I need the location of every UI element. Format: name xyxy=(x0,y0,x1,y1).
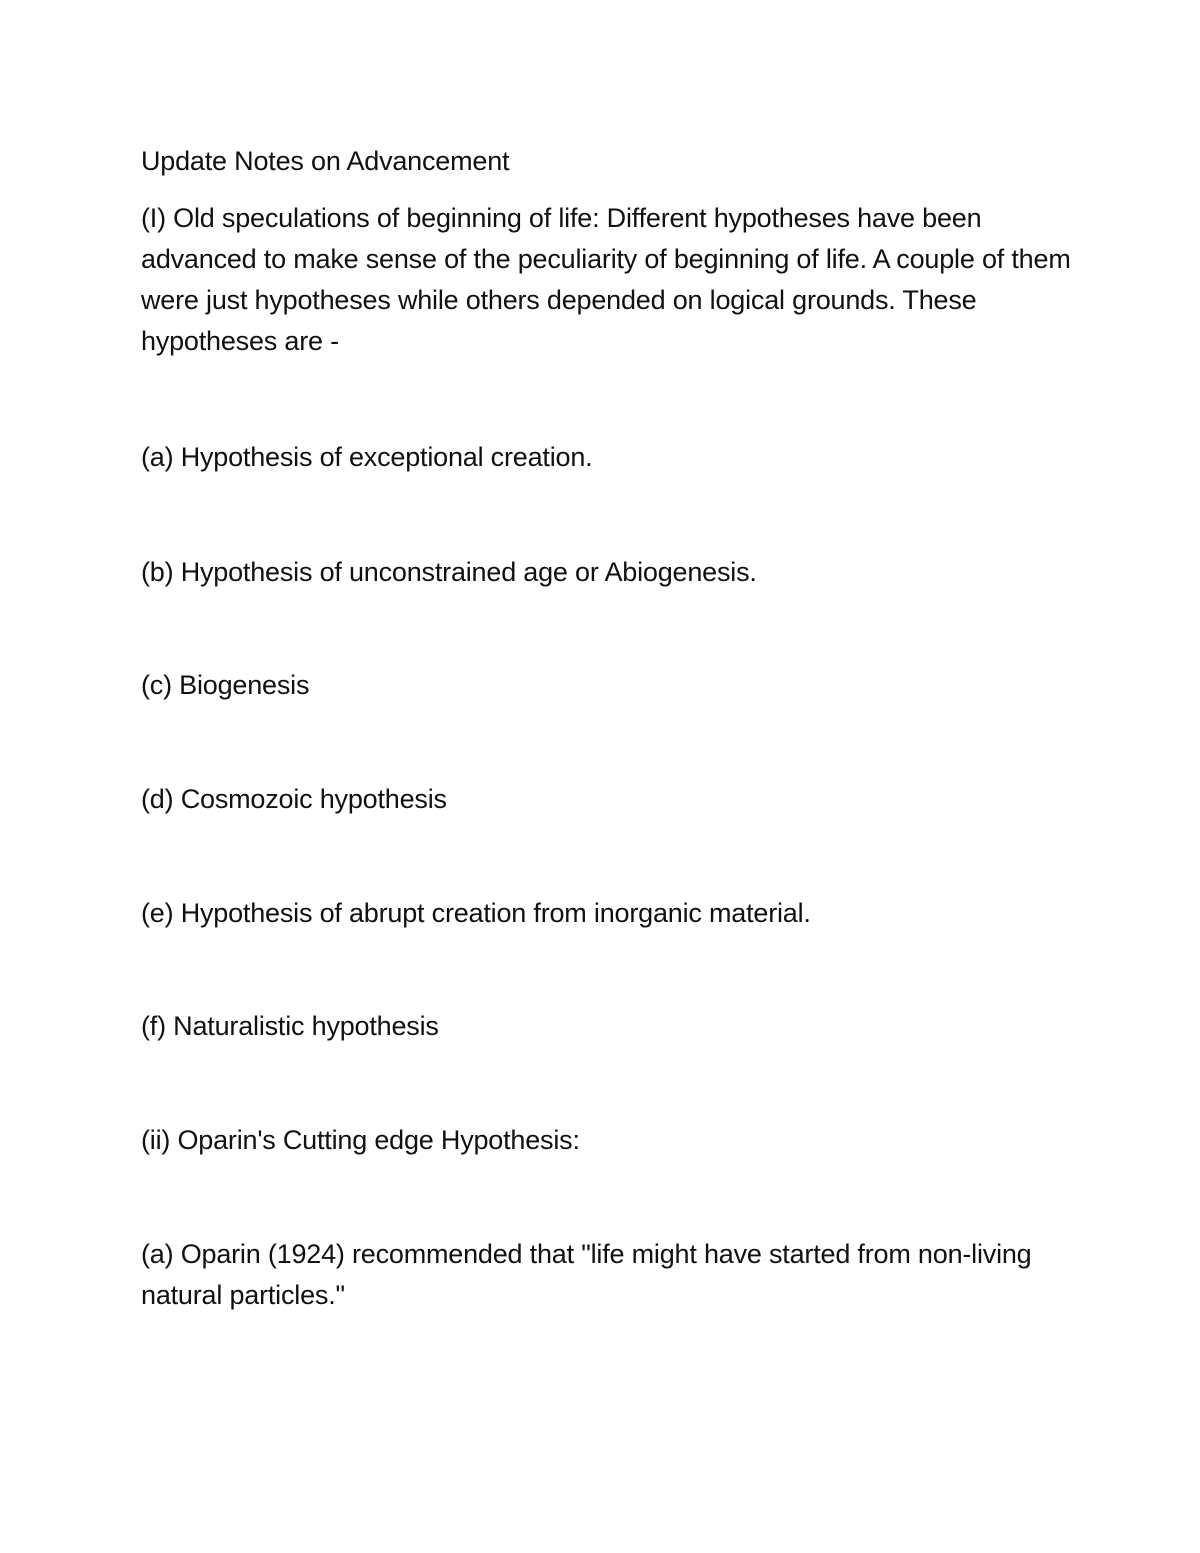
section-heading: (ii) Oparin's Cutting edge Hypothesis: xyxy=(141,1125,580,1155)
list-item: (b) Hypothesis of unconstrained age or Abiogenesis. xyxy=(141,557,757,587)
intro-paragraph: (I) Old speculations of beginning of life: Different hypotheses have been advanced to make sense of the peculiarity of beginning of life. A couple of them were just hypotheses while others depended on logical grounds. These hypotheses are - xyxy=(141,203,1071,356)
list-item: (a) Hypothesis of exceptional creation. xyxy=(141,442,593,472)
oparin-paragraph: (a) Oparin (1924) recommended that "life might have started from non-living natural particles." xyxy=(141,1239,1032,1310)
document-title: Update Notes on Advancement xyxy=(141,146,510,176)
list-item: (d) Cosmozoic hypothesis xyxy=(141,784,447,814)
list-item: (c) Biogenesis xyxy=(141,670,310,700)
list-item: (e) Hypothesis of abrupt creation from inorganic material. xyxy=(141,898,811,928)
list-item: (f) Naturalistic hypothesis xyxy=(141,1011,439,1041)
